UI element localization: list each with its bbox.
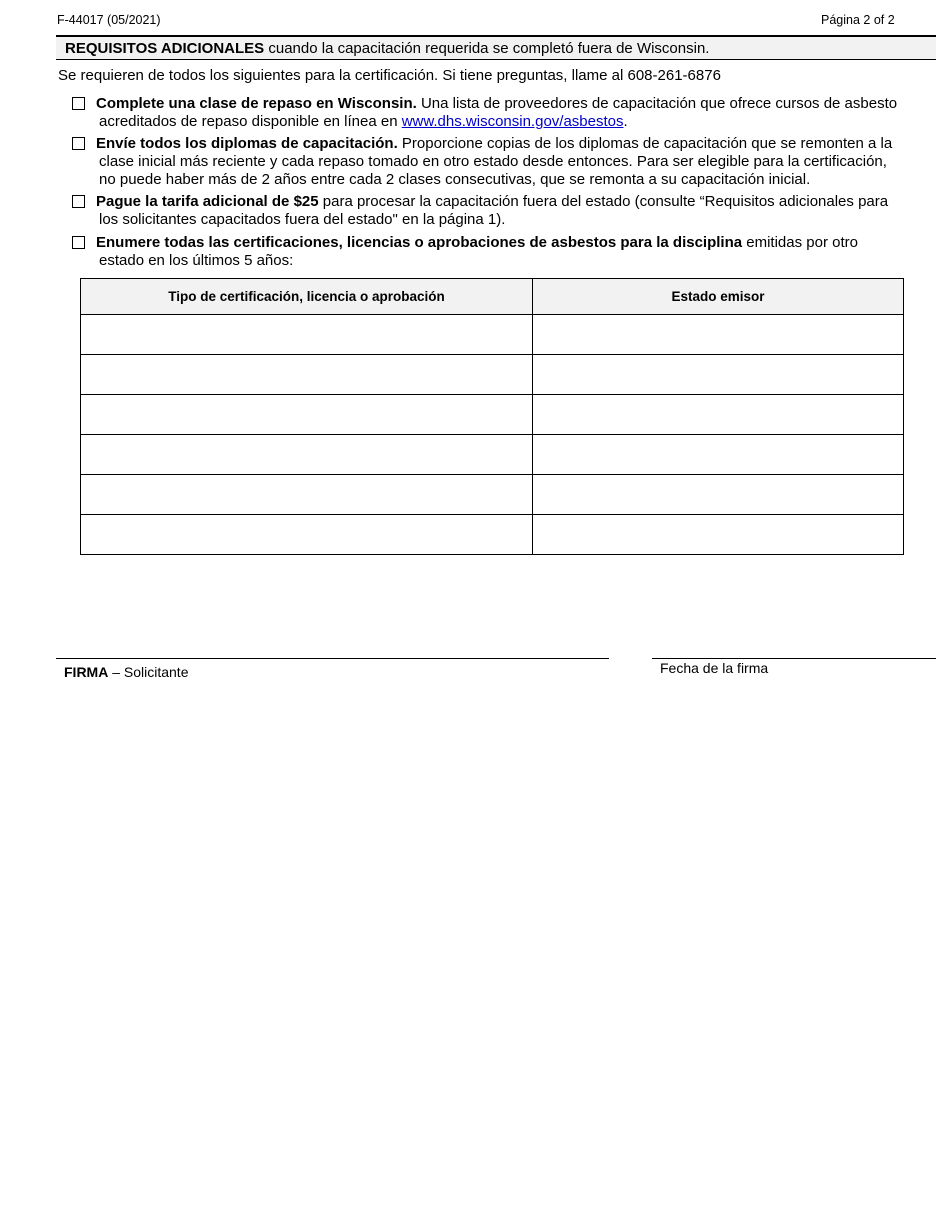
item-text: Una lista de proveedores de capacitación que ofrece cursos de asbesto bbox=[416, 95, 898, 112]
table-row bbox=[81, 355, 904, 395]
state-cell[interactable] bbox=[533, 435, 904, 475]
item-text: Proporcione copias de los diplomas de capacitación que se remonten a la bbox=[397, 135, 893, 152]
certifications-table bbox=[80, 278, 904, 555]
table-row bbox=[81, 395, 904, 435]
item-text: estado en los últimos 5 años: bbox=[99, 252, 294, 269]
type-cell[interactable] bbox=[81, 435, 533, 475]
diplomas-checkbox[interactable] bbox=[72, 137, 85, 150]
column-header-type: Tipo de certificación, licencia o aprobación bbox=[81, 279, 533, 315]
type-cell[interactable] bbox=[81, 355, 533, 395]
state-cell[interactable] bbox=[533, 355, 904, 395]
item-bold-text: Complete una clase de repaso en Wisconsin. bbox=[96, 95, 417, 112]
item-bold-text: Pague la tarifa adicional de $25 bbox=[96, 193, 319, 210]
item-text: clase inicial más reciente y cada repaso tomado en otro estado desde entonces. Para ser elegible para la certificación, bbox=[99, 153, 887, 170]
fee-checkbox[interactable] bbox=[72, 195, 85, 208]
signature-date-label: Fecha de la firma bbox=[660, 660, 769, 676]
signature-field[interactable] bbox=[56, 658, 609, 659]
table-row bbox=[81, 515, 904, 555]
item-text: emitidas por otro bbox=[742, 234, 858, 251]
form-id: F-44017 (05/2021) bbox=[57, 13, 161, 27]
table-row bbox=[81, 315, 904, 355]
item-text: acreditados de repaso disponible en línea en bbox=[99, 113, 402, 130]
section-subtitle: cuando la capacitación requerida se completó fuera de Wisconsin. bbox=[264, 40, 710, 57]
state-cell[interactable] bbox=[533, 475, 904, 515]
table-row bbox=[81, 475, 904, 515]
certifications-checkbox[interactable] bbox=[72, 236, 85, 249]
column-header-state: Estado emisor bbox=[533, 279, 904, 315]
state-cell[interactable] bbox=[533, 395, 904, 435]
section-title: REQUISITOS ADICIONALES bbox=[65, 40, 265, 57]
item-text: los solicitantes capacitados fuera del estado" en la página 1). bbox=[99, 211, 506, 228]
item-text: para procesar la capacitación fuera del estado (consulte “Requisitos adicionales para bbox=[318, 193, 889, 210]
intro-text: Se requieren de todos los siguientes para la certificación. Si tiene preguntas, llame al 608-261-6876 bbox=[58, 67, 721, 84]
table-header-row bbox=[81, 279, 904, 315]
type-cell[interactable] bbox=[81, 395, 533, 435]
item-bold-text: Envíe todos los diplomas de capacitación. bbox=[96, 135, 398, 152]
type-cell[interactable] bbox=[81, 315, 533, 355]
type-cell[interactable] bbox=[81, 475, 533, 515]
page-number: Página 2 of 2 bbox=[821, 13, 895, 27]
table-row bbox=[81, 435, 904, 475]
state-cell[interactable] bbox=[533, 315, 904, 355]
state-cell[interactable] bbox=[533, 515, 904, 555]
signature-date-field[interactable] bbox=[652, 658, 936, 659]
section-header bbox=[56, 35, 936, 60]
signature-label: FIRMA – Solicitante bbox=[64, 664, 189, 680]
refresher-checkbox[interactable] bbox=[72, 97, 85, 110]
type-cell[interactable] bbox=[81, 515, 533, 555]
item-text: no puede haber más de 2 años entre cada 2 clases consecutivas, que se remonta a su capacitación inicial. bbox=[99, 171, 811, 188]
asbestos-link[interactable]: www.dhs.wisconsin.gov/asbestos bbox=[401, 113, 624, 130]
item-bold-text: Enumere todas las certificaciones, licencias o aprobaciones de asbestos para la disciplina bbox=[96, 234, 743, 251]
